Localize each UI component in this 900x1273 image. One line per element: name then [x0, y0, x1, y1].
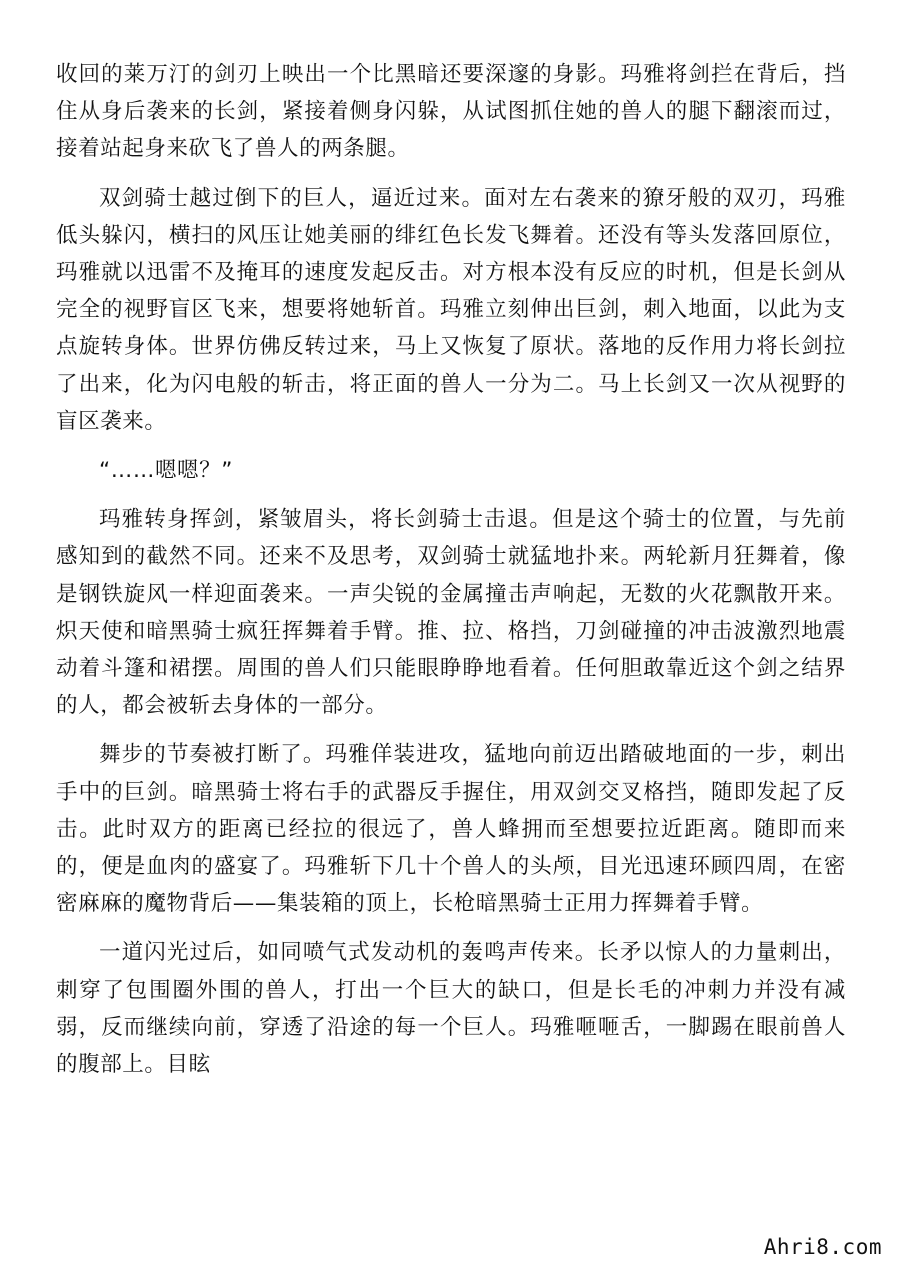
site-watermark: Ahri8.com: [763, 1235, 882, 1259]
paragraph-2: 双剑骑士越过倒下的巨人，逼近过来。面对左右袭来的獠牙般的双刃，玛雅低头躲闪，横扫的风压让她美丽的绯红色长发飞舞着。还没有等头发落回原位，玛雅就以迅雷不及掩耳的速度发起反击。对方根本没有反应的时机，但是长剑从完全的视野盲区飞来，想要将她斩首。玛雅立刻伸出巨剑，刺入地面，以此为支点旋转身体。世界仿佛反转过来，马上又恢复了原状。落地的反作用力将长剑拉了出来，化为闪电般的斩击，将正面的兽人一分为二。马上长剑又一次从视野的盲区袭来。: [56, 185, 846, 434]
paragraph-5: 舞步的节奏被打断了。玛雅佯装进攻，猛地向前迈出踏破地面的一步，刺出手中的巨剑。暗黑骑士将右手的武器反手握住，用双剑交叉格挡，随即发起了反击。此时双方的距离已经拉的很远了，兽人蜂拥而至想要拉近距离。随即而来的，便是血肉的盛宴了。玛雅斩下几十个兽人的头颅，目光迅速环顾四周，在密密麻麻的魔物背后——集装箱的顶上，长枪暗黑骑士正用力挥舞着手臂。: [56, 742, 846, 917]
paragraph-3: “……嗯嗯？”: [99, 458, 233, 484]
paragraph-1: 收回的莱万汀的剑刃上映出一个比黑暗还要深邃的身影。玛雅将剑拦在背后，挡住从身后袭来的长剑，紧接着侧身闪躲，从试图抓住她的兽人的腿下翻滚而过，接着站起身来砍飞了兽人的两条腿。: [56, 62, 846, 162]
paragraph-6: 一道闪光过后，如同喷气式发动机的轰鸣声传来。长矛以惊人的力量刺出，刺穿了包围圈外围的兽人，打出一个巨大的缺口，但是长毛的冲刺力并没有减弱，反而继续向前，穿透了沿途的每一个巨人。玛雅咂咂舌，一脚踢在眼前兽人的腹部上。目眩: [56, 940, 846, 1078]
paragraph-4: 玛雅转身挥剑，紧皱眉头，将长剑骑士击退。但是这个骑士的位置，与先前感知到的截然不同。还来不及思考，双剑骑士就猛地扑来。两轮新月狂舞着，像是钢铁旋风一样迎面袭来。一声尖锐的金属撞击声响起，无数的火花飘散开来。炽天使和暗黑骑士疯狂挥舞着手臂。推、拉、格挡，刀剑碰撞的冲击波激烈地震动着斗篷和裙摆。周围的兽人们只能眼睁睁地看着。任何胆敢靠近这个剑之结界的人，都会被斩去身体的一部分。: [56, 507, 846, 719]
document-body: [56, 56, 846, 1095]
